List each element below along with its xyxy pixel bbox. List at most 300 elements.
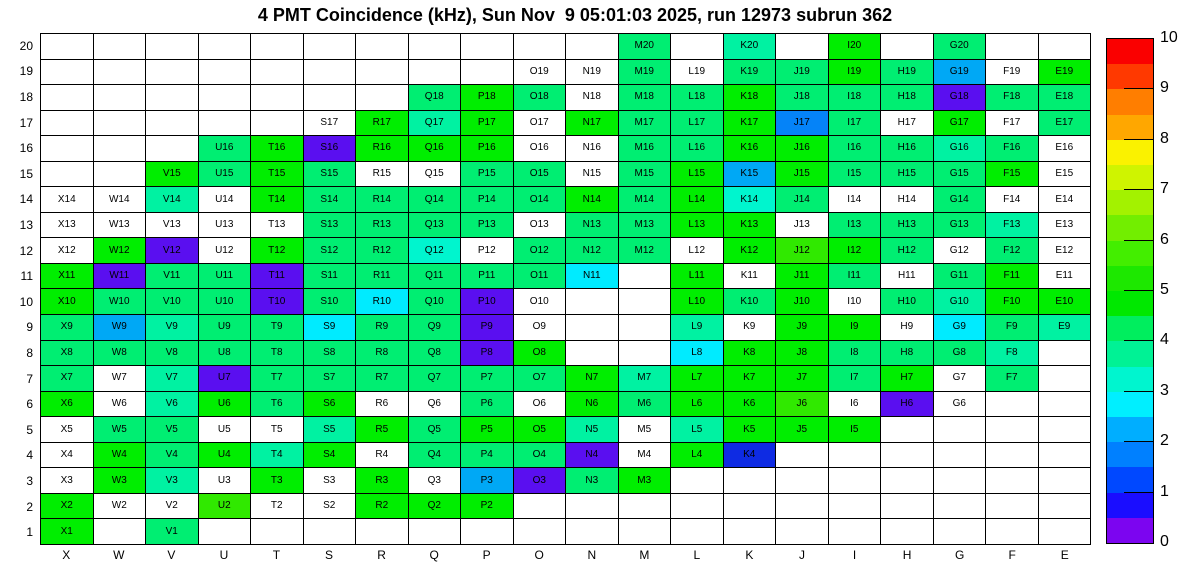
grid-cell: X11 [41,264,93,289]
grid-cell: H13 [881,213,933,238]
grid-cell [724,519,776,544]
grid-cell: Q11 [409,264,461,289]
grid-cell: U4 [199,443,251,468]
grid-cell: F19 [986,60,1038,85]
grid-cell: N15 [566,162,618,187]
grid-cell: J9 [776,315,828,340]
grid-cell: Q15 [409,162,461,187]
grid-cell [986,392,1038,417]
grid-cell [41,85,93,110]
colorbar-segment [1107,266,1153,291]
grid-cell: V15 [146,162,198,187]
colorbar-segment [1107,190,1153,215]
grid-cell [566,341,618,366]
y-tick-label: 18 [19,89,33,104]
grid-cell [671,494,723,519]
colorbar-segment [1107,417,1153,442]
grid-cell: T3 [251,468,303,493]
colorbar-segment [1107,241,1153,266]
y-tick-label: 15 [19,166,33,181]
grid-cell [41,60,93,85]
grid-cell: N12 [566,238,618,263]
colorbar-value-label: 7 [1160,180,1169,198]
grid-cell: Q18 [409,85,461,110]
grid-cell: N3 [566,468,618,493]
x-tick-label: U [219,548,229,562]
grid-cell: T2 [251,494,303,519]
grid-cell: R2 [356,494,408,519]
grid-cell: R7 [356,366,408,391]
grid-cell: G13 [934,213,986,238]
colorbar-value-label: 1 [1160,482,1169,500]
grid-cell [619,289,671,314]
grid-cell [776,494,828,519]
grid-cell: T16 [251,136,303,161]
grid-cell: S6 [304,392,356,417]
grid-cell [251,60,303,85]
grid-cell: V13 [146,213,198,238]
grid-cell: Q6 [409,392,461,417]
grid-cell: I8 [829,341,881,366]
grid-cell: L14 [671,187,723,212]
grid-cell: F13 [986,213,1038,238]
grid-cell: M14 [619,187,671,212]
grid-cell: N16 [566,136,618,161]
grid-cell [41,111,93,136]
grid-cell: K10 [724,289,776,314]
grid-cell: L15 [671,162,723,187]
grid-cell [356,60,408,85]
grid-cell: S9 [304,315,356,340]
x-tick-label: N [587,548,597,562]
grid-cell: S7 [304,366,356,391]
grid-cell: R10 [356,289,408,314]
grid-cell [94,34,146,59]
grid-cell: M18 [619,85,671,110]
colorbar-value-label: 10 [1160,29,1178,46]
grid-cell: I10 [829,289,881,314]
grid-cell: H6 [881,392,933,417]
grid-cell [409,60,461,85]
grid-cell [461,519,513,544]
grid-cell: H7 [881,366,933,391]
colorbar-segment [1107,367,1153,392]
grid-cell [409,519,461,544]
grid-cell [41,162,93,187]
grid-cell: U13 [199,213,251,238]
grid-cell: E12 [1039,238,1091,263]
grid-cell: H11 [881,264,933,289]
grid-cell: U3 [199,468,251,493]
grid-cell: S17 [304,111,356,136]
grid-cell [986,443,1038,468]
grid-cell: M16 [619,136,671,161]
grid-cell: M15 [619,162,671,187]
grid-cell: R16 [356,136,408,161]
grid-cell: P12 [461,238,513,263]
grid-cell [514,494,566,519]
grid-cell [881,417,933,442]
grid-cell: I15 [829,162,881,187]
grid-cell: J14 [776,187,828,212]
grid-cell: R17 [356,111,408,136]
grid-cell: P11 [461,264,513,289]
grid-cell: S16 [304,136,356,161]
y-tick-label: 16 [19,141,33,156]
grid-cell [566,494,618,519]
grid-cell: E17 [1039,111,1091,136]
grid-cell: G11 [934,264,986,289]
colorbar-tick [1124,139,1154,140]
grid-cell: L10 [671,289,723,314]
x-tick-label: V [167,548,176,562]
grid-cell: M20 [619,34,671,59]
grid-cell: N13 [566,213,618,238]
grid-cell: E14 [1039,187,1091,212]
grid-cell: O5 [514,417,566,442]
colorbar-value-label: 9 [1160,79,1169,97]
grid-cell: F15 [986,162,1038,187]
grid-cell: O13 [514,213,566,238]
grid-cell: Q7 [409,366,461,391]
x-tick-label: X [62,548,71,562]
colorbar-tick [1124,340,1154,341]
grid-cell: H19 [881,60,933,85]
grid-cell: J16 [776,136,828,161]
colorbar-segment [1107,493,1153,518]
y-tick-label: 19 [19,64,33,79]
grid-cell: F8 [986,341,1038,366]
grid-cell: J11 [776,264,828,289]
grid-cell: N17 [566,111,618,136]
grid-cell: R12 [356,238,408,263]
grid-cell: Q16 [409,136,461,161]
grid-cell: M13 [619,213,671,238]
grid-cell: W4 [94,443,146,468]
grid-cell: W9 [94,315,146,340]
grid-cell: T6 [251,392,303,417]
grid-cell: U12 [199,238,251,263]
grid-cell [881,468,933,493]
grid-cell: L4 [671,443,723,468]
grid-cell [1039,468,1091,493]
grid-cell: Q4 [409,443,461,468]
grid-cell: O14 [514,187,566,212]
grid-cell: T14 [251,187,303,212]
grid-cell: I17 [829,111,881,136]
grid-cell [199,34,251,59]
grid-cell: N14 [566,187,618,212]
grid-cell: N7 [566,366,618,391]
grid-cell: T11 [251,264,303,289]
grid-cell: U14 [199,187,251,212]
grid-cell: G20 [934,34,986,59]
grid-cell: R5 [356,417,408,442]
grid-cell: I5 [829,417,881,442]
grid-cell: X14 [41,187,93,212]
grid-cell: P7 [461,366,513,391]
grid-cell [1039,341,1091,366]
grid-cell: G8 [934,341,986,366]
grid-cell: O9 [514,315,566,340]
grid-cell: W7 [94,366,146,391]
grid-cell: E18 [1039,85,1091,110]
grid-cell: O15 [514,162,566,187]
grid-cell: E13 [1039,213,1091,238]
grid-cell: F18 [986,85,1038,110]
grid-cell [461,60,513,85]
grid-cell [619,315,671,340]
grid-cell: N19 [566,60,618,85]
grid-cell: X12 [41,238,93,263]
grid-cell: F16 [986,136,1038,161]
grid-cell [829,519,881,544]
grid-cell: P9 [461,315,513,340]
grid-cell [41,136,93,161]
grid-cell: P10 [461,289,513,314]
grid-cell [986,519,1038,544]
colorbar-tick [1124,240,1154,241]
grid-cell: P3 [461,468,513,493]
grid-cell: Q2 [409,494,461,519]
grid-cell: S4 [304,443,356,468]
grid-cell: T8 [251,341,303,366]
grid-cell: S14 [304,187,356,212]
grid-cell: T4 [251,443,303,468]
grid-cell: O7 [514,366,566,391]
grid-cell: X1 [41,519,93,544]
grid-cell: S3 [304,468,356,493]
grid-cell [776,34,828,59]
grid-cell: U11 [199,264,251,289]
grid-cell: P5 [461,417,513,442]
grid-cell: P14 [461,187,513,212]
grid-cell [986,468,1038,493]
grid-cell: L18 [671,85,723,110]
y-tick-label: 8 [26,345,33,360]
grid-cell: J15 [776,162,828,187]
grid-cell [514,519,566,544]
grid-cell: P15 [461,162,513,187]
colorbar-value-label: 6 [1160,230,1169,248]
grid-cell: K19 [724,60,776,85]
grid-cell: H9 [881,315,933,340]
color-scale-bar [1106,38,1154,544]
grid-cell [304,60,356,85]
grid-cell [1039,443,1091,468]
grid-cell: R3 [356,468,408,493]
grid-cell: M3 [619,468,671,493]
grid-cell [776,443,828,468]
colorbar-value-label: 4 [1160,331,1169,349]
grid-cell [1039,519,1091,544]
grid-cell [94,519,146,544]
grid-cell [986,34,1038,59]
grid-cell: P16 [461,136,513,161]
colorbar-tick [1124,391,1154,392]
grid-cell [724,494,776,519]
colorbar-segment [1107,291,1153,316]
grid-cell: O10 [514,289,566,314]
grid-cell: E16 [1039,136,1091,161]
grid-cell: L19 [671,60,723,85]
grid-cell: T5 [251,417,303,442]
grid-cell: I6 [829,392,881,417]
grid-cell: R4 [356,443,408,468]
grid-cell [304,519,356,544]
grid-cell: K11 [724,264,776,289]
y-tick-label: 1 [26,525,33,540]
grid-cell [199,111,251,136]
grid-cell [146,60,198,85]
grid-cell [934,468,986,493]
y-tick-label: 10 [19,294,33,309]
grid-cell [94,136,146,161]
grid-cell: E10 [1039,289,1091,314]
grid-cell: J7 [776,366,828,391]
grid-cell [934,417,986,442]
grid-cell: X3 [41,468,93,493]
grid-cell: N5 [566,417,618,442]
colorbar-tick [1124,88,1154,89]
grid-cell: P2 [461,494,513,519]
grid-cell: R13 [356,213,408,238]
grid-cell: O8 [514,341,566,366]
grid-cell: H12 [881,238,933,263]
grid-cell: Q12 [409,238,461,263]
colorbar-segment [1107,442,1153,467]
colorbar-value-label: 0 [1160,533,1169,550]
grid-cell: H16 [881,136,933,161]
grid-cell: O12 [514,238,566,263]
grid-cell [671,468,723,493]
grid-cell: J8 [776,341,828,366]
y-tick-label: 14 [19,192,33,207]
grid-cell [356,34,408,59]
grid-cell: G6 [934,392,986,417]
grid-cell: W10 [94,289,146,314]
x-tick-label: E [1060,548,1069,562]
grid-cell: I14 [829,187,881,212]
grid-cell [1039,34,1091,59]
colorbar-segment [1107,115,1153,140]
grid-cell: V6 [146,392,198,417]
grid-cell: G7 [934,366,986,391]
grid-cell: K9 [724,315,776,340]
colorbar-segment [1107,518,1153,543]
grid-cell: W12 [94,238,146,263]
grid-cell [356,519,408,544]
grid-cell: U2 [199,494,251,519]
grid-cell [566,315,618,340]
grid-cell: K13 [724,213,776,238]
grid-cell: K20 [724,34,776,59]
colorbar-segment [1107,39,1153,64]
grid-cell [986,494,1038,519]
grid-cell: W2 [94,494,146,519]
grid-cell: P18 [461,85,513,110]
grid-cell [619,264,671,289]
grid-cell: W11 [94,264,146,289]
y-tick-label: 4 [26,448,33,463]
grid-cell: V3 [146,468,198,493]
grid-cell: F14 [986,187,1038,212]
y-tick-label: 17 [19,115,33,130]
grid-cell: T12 [251,238,303,263]
grid-cell [199,85,251,110]
grid-cell [146,85,198,110]
grid-cell: I12 [829,238,881,263]
grid-cell: G15 [934,162,986,187]
grid-cell [94,111,146,136]
grid-cell [881,34,933,59]
grid-cell: K5 [724,417,776,442]
grid-cell [881,519,933,544]
grid-cell: O11 [514,264,566,289]
grid-cell: W13 [94,213,146,238]
grid-cell: L7 [671,366,723,391]
grid-cell [829,468,881,493]
grid-cell: S15 [304,162,356,187]
grid-cell: H18 [881,85,933,110]
grid-cell: L12 [671,238,723,263]
grid-cell [671,34,723,59]
grid-cell: M4 [619,443,671,468]
grid-cell: U16 [199,136,251,161]
grid-cell [304,85,356,110]
grid-cell: E19 [1039,60,1091,85]
grid-cell: V2 [146,494,198,519]
grid-cell: J19 [776,60,828,85]
grid-cell: G14 [934,187,986,212]
grid-cell: I13 [829,213,881,238]
x-tick-label: O [534,548,544,562]
grid-cell: X10 [41,289,93,314]
heatmap-grid [40,33,1091,545]
grid-cell: T10 [251,289,303,314]
grid-cell: N11 [566,264,618,289]
grid-cell [671,519,723,544]
grid-cell [934,443,986,468]
grid-cell: X8 [41,341,93,366]
grid-cell: V7 [146,366,198,391]
grid-cell: O16 [514,136,566,161]
grid-cell: M7 [619,366,671,391]
grid-cell: F10 [986,289,1038,314]
grid-cell: J6 [776,392,828,417]
grid-cell [619,341,671,366]
grid-cell: S10 [304,289,356,314]
grid-cell [251,111,303,136]
grid-cell: P6 [461,392,513,417]
grid-cell: W5 [94,417,146,442]
grid-cell: V9 [146,315,198,340]
grid-cell: T13 [251,213,303,238]
grid-cell: F9 [986,315,1038,340]
grid-cell: O6 [514,392,566,417]
grid-cell: N4 [566,443,618,468]
grid-cell: O18 [514,85,566,110]
grid-cell: T9 [251,315,303,340]
grid-cell: U9 [199,315,251,340]
grid-cell [934,494,986,519]
colorbar-value-label: 2 [1160,432,1169,450]
grid-cell [251,519,303,544]
colorbar-segment [1107,316,1153,341]
grid-cell: N6 [566,392,618,417]
colorbar-segment [1107,140,1153,165]
y-tick-label: 3 [26,473,33,488]
